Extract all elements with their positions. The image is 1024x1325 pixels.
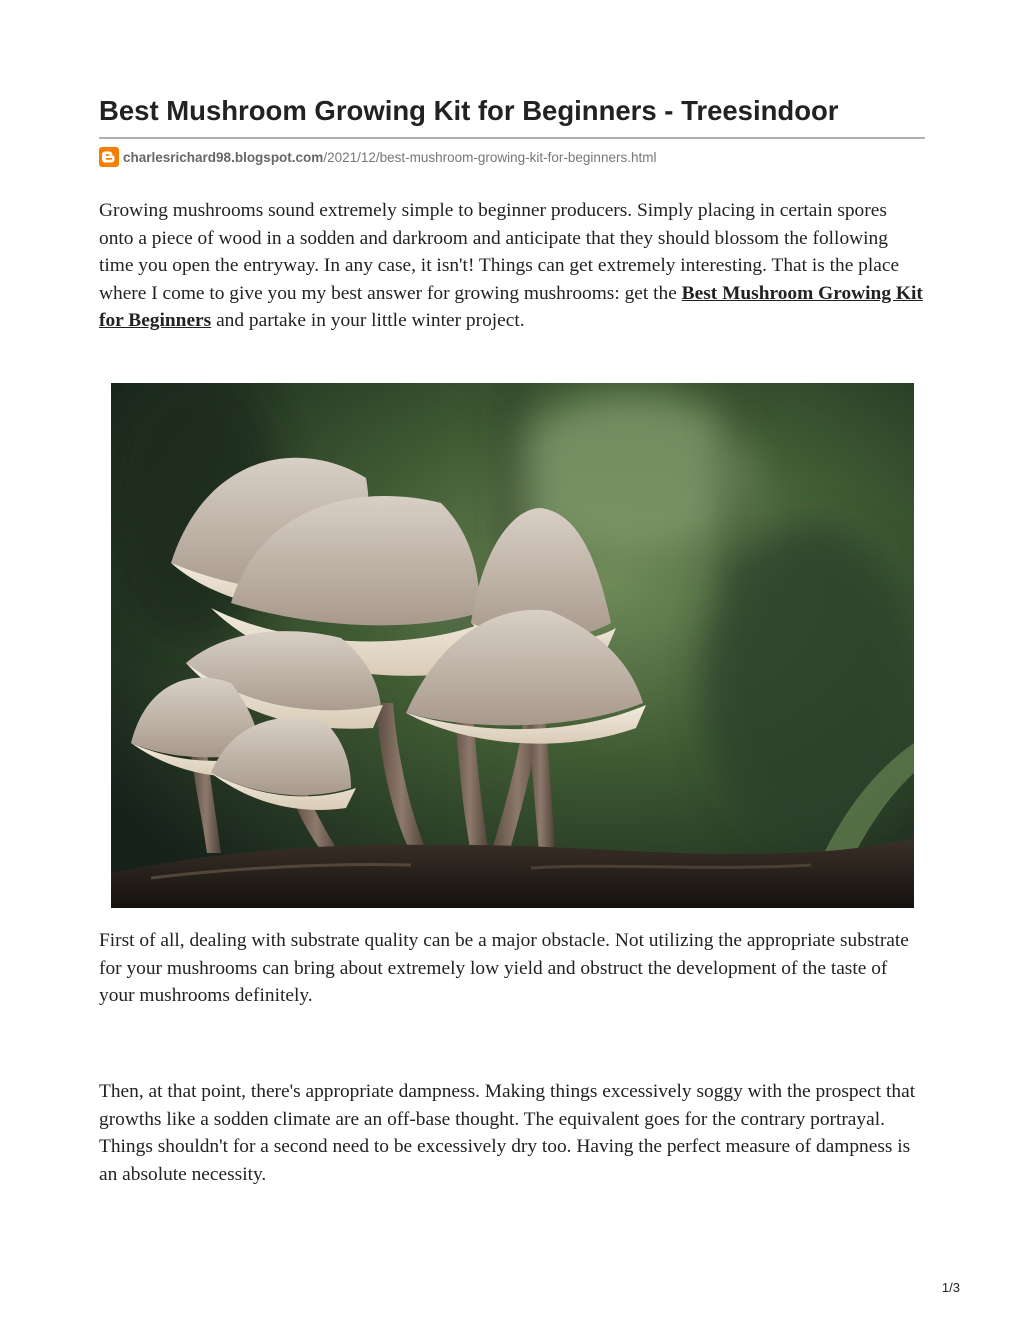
source-domain: charlesrichard98.blogspot.com [123, 149, 324, 165]
page-number: 1/3 [941, 1280, 960, 1295]
source-link[interactable] [123, 150, 656, 165]
blogger-icon [99, 147, 119, 167]
title-divider [99, 137, 925, 139]
source-path: /2021/12/best-mushroom-growing-kit-for-beginners.html [323, 149, 657, 165]
paragraph-intro-tail: and partake in your little winter project. [211, 310, 525, 332]
source-line [99, 147, 656, 167]
mushroom-photo [111, 383, 914, 908]
paragraph-substrate: First of all, dealing with substrate quality can be a major obstacle. Not utilizing the appropriate substrate for your mushrooms can bring about extremely low yield and obstruct the development of the taste of your mushrooms definitely. [99, 930, 909, 1007]
paragraph-intro [99, 197, 925, 335]
paragraph-intro-text: Growing mushrooms sound extremely simple to beginner producers. Simply placing in certain spores onto a piece of wood in a sodden and darkroom and anticipate that they should blossom the following time you open the entryway. In any case, it isn't! Things can get extremely interesting. That is the place where I come to give you my best answer for growing mushrooms: get the [99, 200, 900, 304]
page-title: Best Mushroom Growing Kit for Beginners - Treesindoor [99, 95, 839, 126]
paragraph-dampness: Then, at that point, there's appropriate dampness. Making things excessively soggy with the prospect that growths like a sodden climate are an off-base thought. The equivalent goes for the contrary portrayal. Things shouldn't for a second need to be excessively dry too. Having the perfect measure of dampness is an absolute necessity. [99, 1081, 916, 1185]
article-link[interactable]: Best Mushroom Growing Kit for Beginners [99, 282, 923, 332]
